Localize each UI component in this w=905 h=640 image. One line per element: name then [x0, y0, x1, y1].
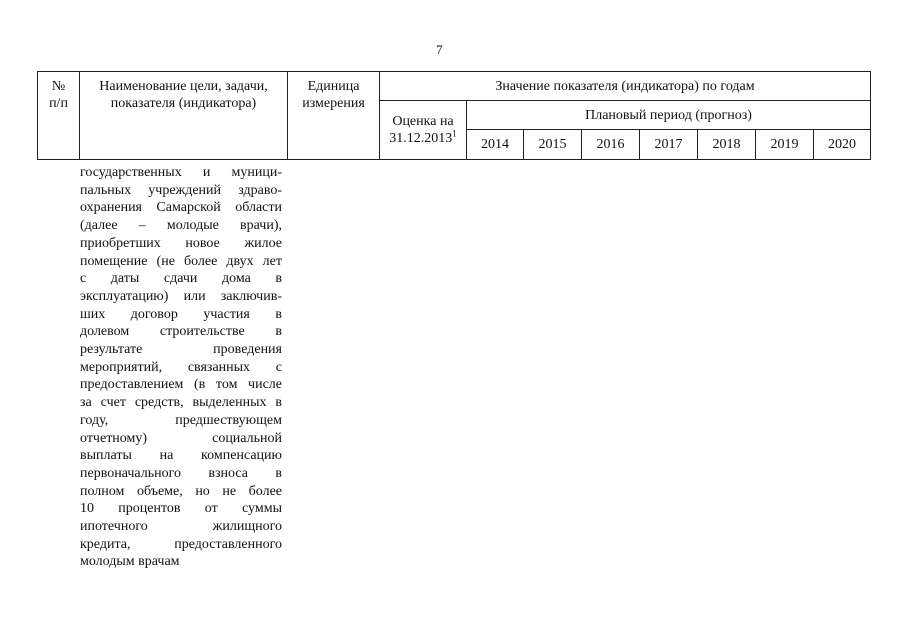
plan-period-header — [467, 101, 871, 130]
year-column-header: 2015 — [524, 130, 582, 160]
text-line: эксплуатацию) или заключив- — [80, 288, 282, 304]
text-line: выплаты на компенсацию — [80, 448, 282, 464]
text-line: мероприятий, связанных с — [80, 359, 282, 375]
text-line: отчетному) социальной — [80, 430, 282, 446]
text-line: полном объеме, но не более — [80, 483, 282, 499]
values-by-year-label: Значение показателя (индикатора) по годам — [495, 78, 755, 94]
name-column-header — [80, 72, 288, 160]
number-column-header — [38, 72, 80, 160]
text-line: кредита, предоставленного — [80, 536, 282, 552]
text-line: с даты сдачи дома в — [80, 271, 282, 287]
unit-column-label: Единица измерения — [302, 79, 365, 111]
year-column-header: 2014 — [467, 130, 524, 160]
indicator-table-header — [37, 71, 871, 160]
text-line: помещение (не более двух лет — [80, 253, 282, 269]
text-line: году, предшествующем — [80, 412, 282, 428]
estimate-column-label: Оценка на 31.12.2013 — [389, 114, 454, 146]
plan-period-label: Плановый период (прогноз) — [585, 107, 752, 123]
text-line: долевом строительстве в — [80, 324, 282, 340]
text-line: охранения Самарской области — [80, 200, 282, 216]
year-column-header: 2019 — [756, 130, 814, 160]
text-line: (далее – молодые врачи), — [80, 218, 282, 234]
text-line: первоначального взноса в — [80, 465, 282, 481]
name-column-label: Наименование цели, задачи, показателя (индикатора) — [99, 79, 268, 111]
unit-column-header — [288, 72, 380, 160]
values-by-year-header — [380, 72, 871, 101]
year-column-header: 2016 — [582, 130, 640, 160]
text-line: ипотечного жилищного — [80, 519, 282, 535]
page-number: 7 — [436, 42, 443, 57]
text-line: приобретших новое жилое — [80, 235, 282, 251]
year-column-header: 2020 — [814, 130, 871, 160]
text-line: результате проведения — [80, 342, 282, 358]
year-column-header: 2017 — [640, 130, 698, 160]
year-column-header: 2018 — [698, 130, 756, 160]
text-line: пальных учреждений здраво- — [80, 182, 282, 198]
text-line: государственных и муници- — [80, 165, 282, 180]
text-line: ших договор участия в — [80, 306, 282, 322]
estimate-column-header — [380, 101, 467, 160]
number-column-label: № п/п — [49, 79, 68, 111]
estimate-footnote-mark: 1 — [452, 128, 457, 139]
text-line: 10 процентов от суммы — [80, 501, 282, 517]
indicator-name-text — [80, 164, 282, 571]
text-line: предоставлением (в том числе — [80, 377, 282, 393]
text-line: за счет средств, выделенных в — [80, 395, 282, 411]
text-line: молодым врачам — [80, 554, 180, 570]
